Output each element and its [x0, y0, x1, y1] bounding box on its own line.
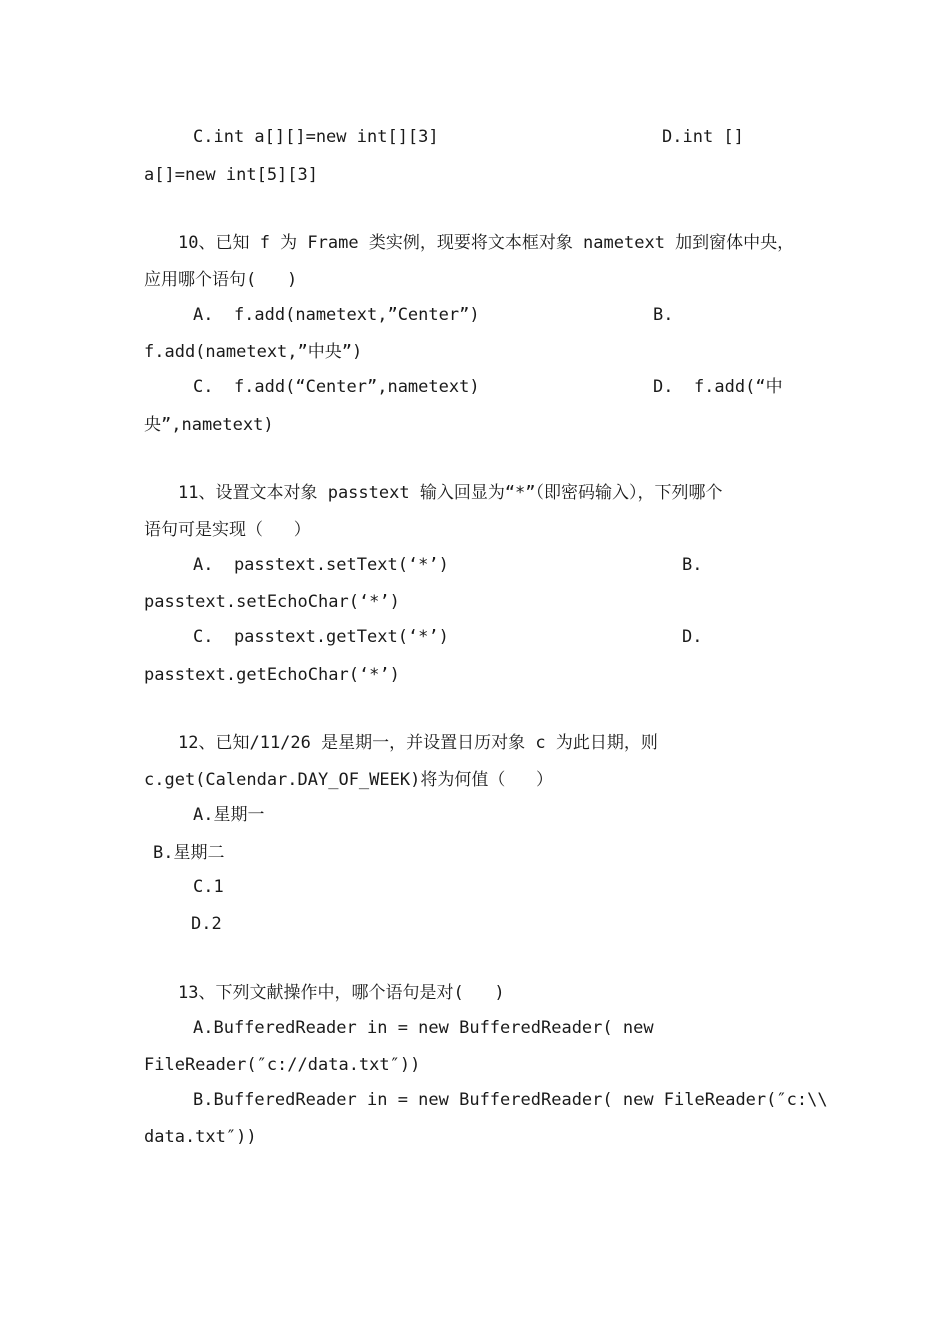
- q10-stem-line1: 10、已知 f 为 Frame 类实例，现要将文本框对象 nametext 加到窗体中央，: [178, 233, 795, 253]
- q11-option-b-line1: B.: [682, 555, 703, 575]
- q10-option-b-line2: f.add(nametext,”中央”): [144, 342, 363, 362]
- q12-option-c: C.1: [193, 877, 224, 897]
- q11-option-b-line2: passtext.setEchoChar(‘*’): [144, 592, 400, 612]
- q9-option-c: C.int a[][]=new int[][3]: [193, 127, 439, 147]
- q11-option-d-line1: D.: [682, 627, 703, 647]
- q13-option-a-line2: FileReader(″c://data.txt″)): [144, 1055, 421, 1075]
- q12-option-a: A.星期一: [193, 805, 265, 825]
- q12-option-b: B.星期二: [153, 843, 225, 863]
- q10-option-a: A. f.add(nametext,”Center”): [193, 305, 480, 325]
- q10-option-c: C. f.add(“Center”,nametext): [193, 377, 480, 397]
- q12-option-d: D.2: [191, 914, 222, 934]
- q11-option-d-line2: passtext.getEchoChar(‘*’): [144, 665, 400, 685]
- q9-option-d-line2: a[]=new int[5][3]: [144, 165, 318, 185]
- q11-option-a: A. passtext.setText(‘*’): [193, 555, 449, 575]
- q13-option-b-line2: data.txt″)): [144, 1127, 257, 1147]
- q11-stem-line2: 语句可是实现（ ）: [144, 520, 311, 540]
- q10-stem-line2: 应用哪个语句( ): [144, 270, 298, 290]
- q12-stem-line1: 12、已知/11/26 是星期一，并设置日历对象 c 为此日期，则: [178, 733, 658, 753]
- q13-stem-line1: 13、下列文献操作中，哪个语句是对( ): [178, 983, 505, 1003]
- q13-option-a-line1: A.BufferedReader in = new BufferedReader( new: [193, 1018, 654, 1038]
- q10-option-d-line1: D. f.add(“中: [653, 377, 783, 397]
- q11-stem-line1: 11、设置文本对象 passtext 输入回显为“*”（即密码输入），下列哪个: [178, 483, 723, 503]
- q11-option-c: C. passtext.getText(‘*’): [193, 627, 449, 647]
- q9-option-d-line1: D.int []: [662, 127, 744, 147]
- q10-option-d-line2: 央”,nametext): [144, 415, 274, 435]
- q13-option-b-line1: B.BufferedReader in = new BufferedReader( new FileReader(″c:\\: [193, 1090, 828, 1110]
- q12-stem-line2: c.get(Calendar.DAY_OF_WEEK)将为何值（ ）: [144, 770, 554, 790]
- q10-option-b-line1: B.: [653, 305, 674, 325]
